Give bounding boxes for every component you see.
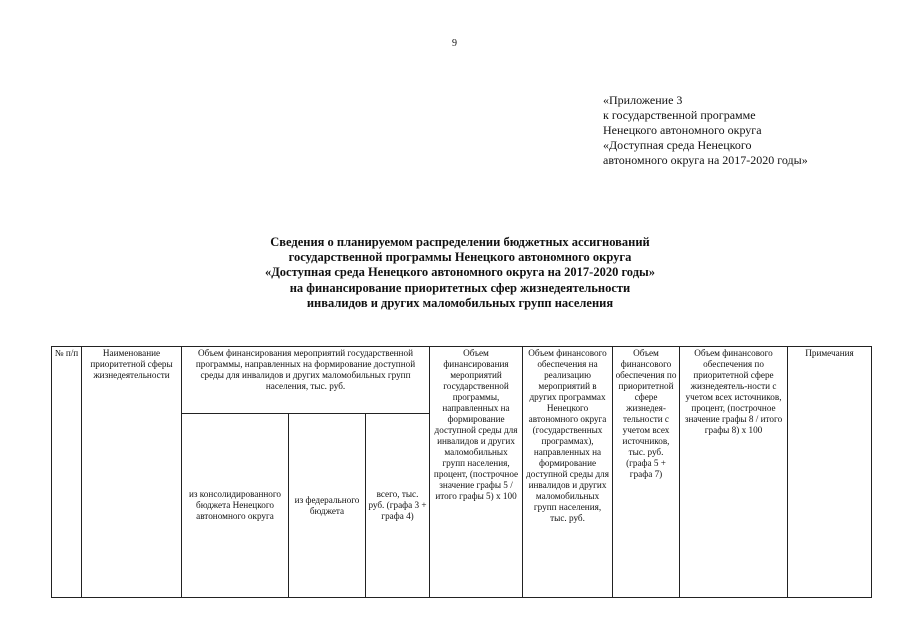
subheader-federal-budget: из федерального бюджета <box>289 414 366 598</box>
header-funding-group: Объем финансирования мероприятий государственной программы, направленных на формирование доступной среды для инвалидов и других маломобильных групп населения, тыс. руб. <box>182 347 430 414</box>
document-title <box>180 235 740 311</box>
header-other-programs: Объем финансового обеспечения на реализацию мероприятий в других программах Ненецкого автономного округа (государственных программах), направленных на формирование доступной среды для инвалидов и других маломобильных групп населения, тыс. руб. <box>523 347 613 598</box>
allocation-table <box>51 346 872 598</box>
title-line: на финансирование приоритетных сфер жизнедеятельности <box>289 280 631 295</box>
title-line: инвалидов и других маломобильных групп населения <box>306 295 614 310</box>
subheader-consolidated-budget: из консолидированного бюджета Ненецкого автономного округа <box>182 414 289 598</box>
appendix-line: «Приложение 3 <box>603 93 683 107</box>
appendix-line: автономного округа на 2017-2020 годы» <box>603 153 808 167</box>
subheader-total: всего, тыс. руб. (графа 3 + графа 4) <box>366 414 430 598</box>
header-all-sources: Объем финансового обеспечения по приоритетной сфере жизнедея-тельности с учетом всех источников, тыс. руб. (графа 5 + графа 7) <box>613 347 680 598</box>
appendix-line: к государственной программе <box>603 108 756 122</box>
title-line: «Доступная среда Ненецкого автономного округа на 2017-2020 годы» <box>264 265 656 280</box>
title-line: государственной программы Ненецкого автономного округа <box>288 250 632 265</box>
appendix-line: «Доступная среда Ненецкого <box>603 138 752 152</box>
header-sphere: Наименование приоритетной сферы жизнедеятельности <box>82 347 182 598</box>
header-all-sources-percent: Объем финансового обеспечения по приоритетной сфере жизнедеятель-ности с учетом всех источников, процент, (построчное значение графы 8 / итого графы 8) x 100 <box>680 347 788 598</box>
header-number: № п/п <box>52 347 82 598</box>
header-notes: Примечания <box>788 347 872 598</box>
title-line: Сведения о планируемом распределении бюджетных ассигнований <box>270 235 650 249</box>
page-number: 9 <box>452 38 457 49</box>
appendix-note <box>603 93 808 168</box>
header-funding-percent: Объем финансирования мероприятий государственной программы, направленных на формирование доступной среды для инвалидов и других маломобильных групп населения, процент, (построчное значение графы 5 / итого графы 5) x 100 <box>430 347 523 598</box>
appendix-line: Ненецкого автономного округа <box>603 123 762 137</box>
